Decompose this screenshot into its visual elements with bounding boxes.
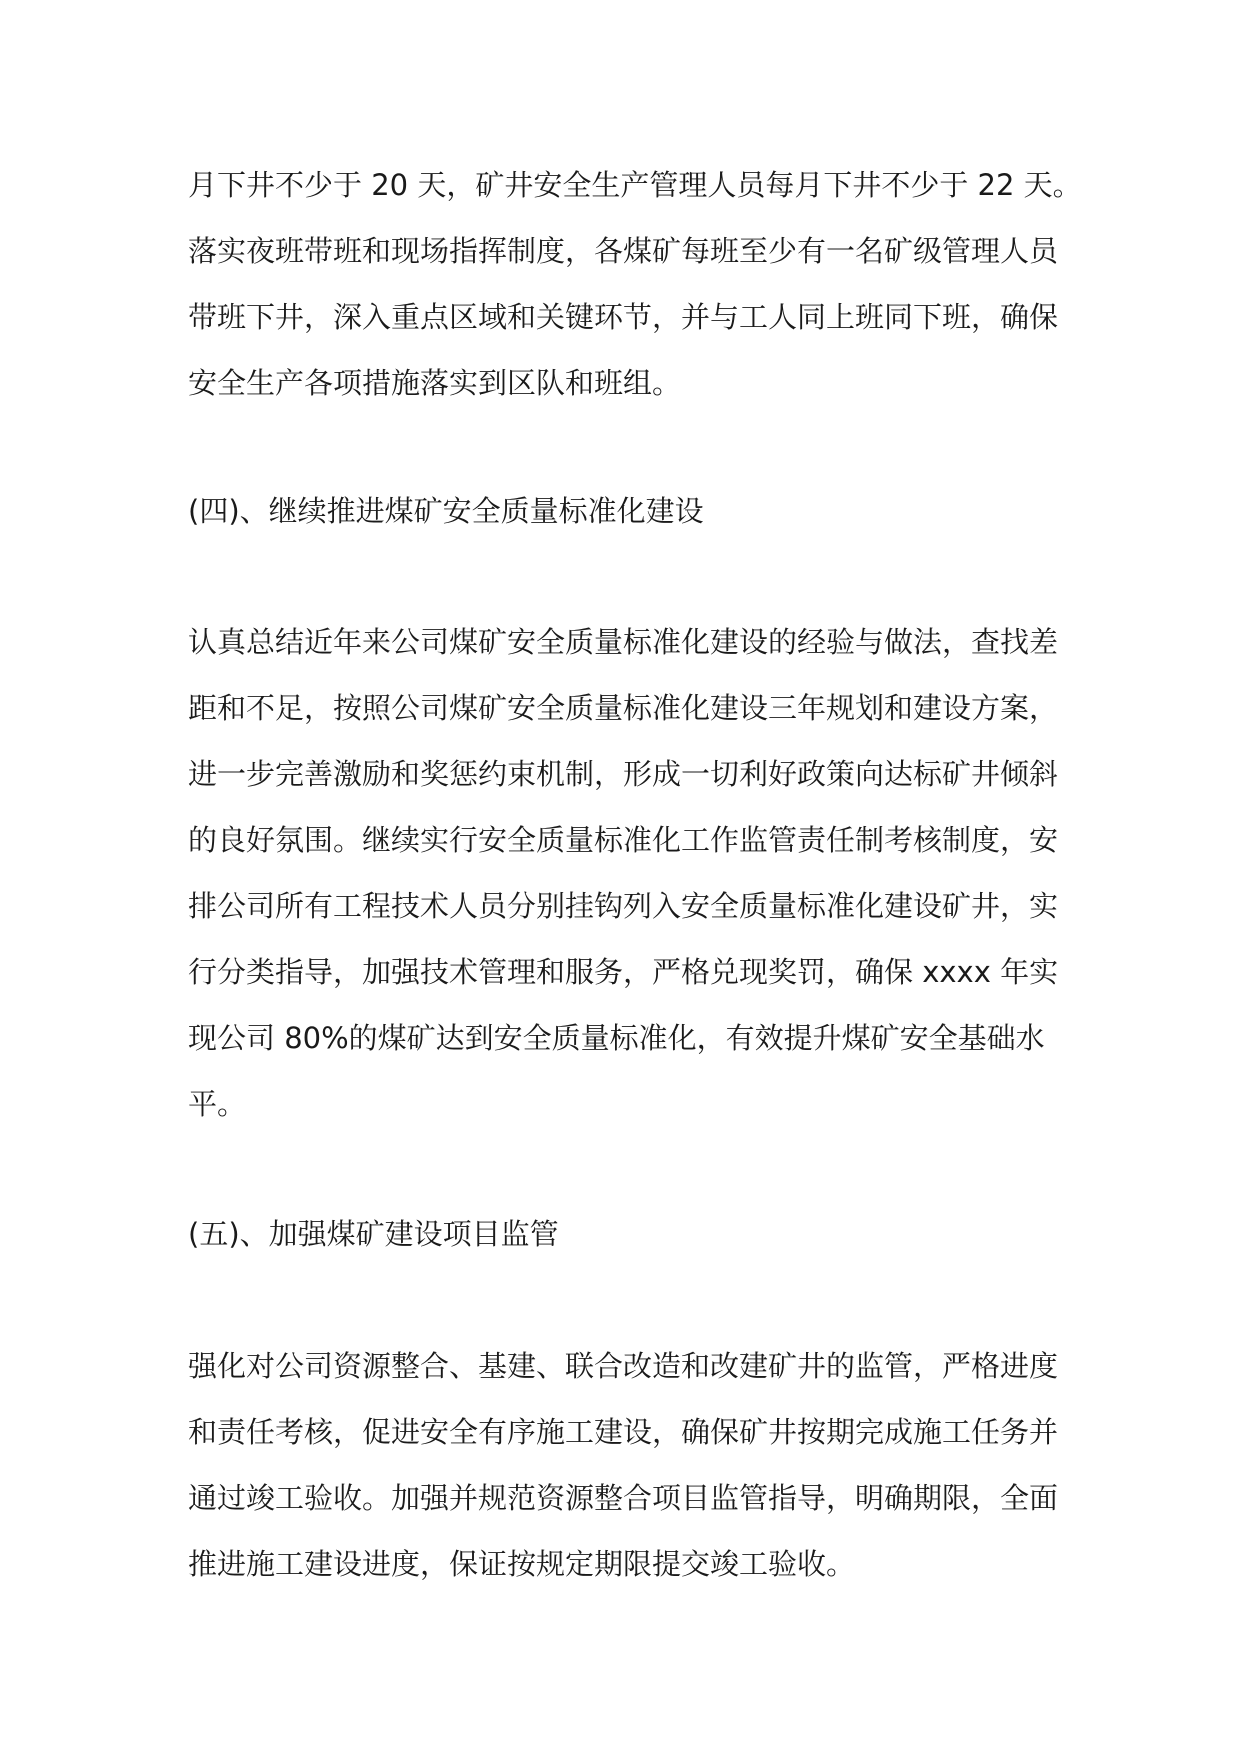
- paragraph-line: 落实夜班带班和现场指挥制度，各煤矿每班至少有一名矿级管理人员: [188, 234, 1059, 268]
- section-heading-text: (四)、继续推进煤矿安全质量标准化建设: [188, 494, 704, 528]
- paragraph-line: 排公司所有工程技术人员分别挂钩列入安全质量标准化建设矿井，实: [188, 889, 1059, 923]
- section-heading-4: [188, 478, 1088, 544]
- paragraph-1: [188, 152, 1088, 416]
- paragraph-line: 行分类指导，加强技术管理和服务，严格兑现奖罚，确保 xxxx 年实: [188, 955, 1059, 989]
- paragraph-2: [188, 609, 1088, 1137]
- paragraph-line: 推进施工建设进度，保证按规定期限提交竣工验收。: [188, 1547, 856, 1581]
- paragraph-line: 通过竣工验收。加强并规范资源整合项目监管指导，明确期限，全面: [188, 1481, 1059, 1515]
- paragraph-line: 的良好氛围。继续实行安全质量标准化工作监管责任制考核制度，安: [188, 823, 1059, 857]
- paragraph-line: 带班下井，深入重点区域和关键环节，并与工人同上班同下班，确保: [188, 300, 1059, 334]
- paragraph-line: 月下井不少于 20 天，矿井安全生产管理人员每月下井不少于 22 天。: [188, 168, 1082, 202]
- paragraph-3: [188, 1333, 1088, 1597]
- paragraph-line: 强化对公司资源整合、基建、联合改造和改建矿井的监管，严格进度: [188, 1349, 1059, 1383]
- paragraph-line: 安全生产各项措施落实到区队和班组。: [188, 366, 682, 400]
- section-heading-5: [188, 1201, 1088, 1267]
- paragraph-line: 和责任考核，促进安全有序施工建设，确保矿井按期完成施工任务并: [188, 1415, 1059, 1449]
- paragraph-line: 进一步完善激励和奖惩约束机制，形成一切利好政策向达标矿井倾斜: [188, 757, 1059, 791]
- paragraph-line: 认真总结近年来公司煤矿安全质量标准化建设的经验与做法，查找差: [188, 625, 1059, 659]
- section-heading-text: (五)、加强煤矿建设项目监管: [188, 1217, 559, 1251]
- paragraph-line: 平。: [188, 1087, 247, 1121]
- paragraph-line: 距和不足，按照公司煤矿安全质量标准化建设三年规划和建设方案，: [188, 691, 1059, 725]
- paragraph-line: 现公司 80%的煤矿达到安全质量标准化，有效提升煤矿安全基础水: [188, 1021, 1045, 1055]
